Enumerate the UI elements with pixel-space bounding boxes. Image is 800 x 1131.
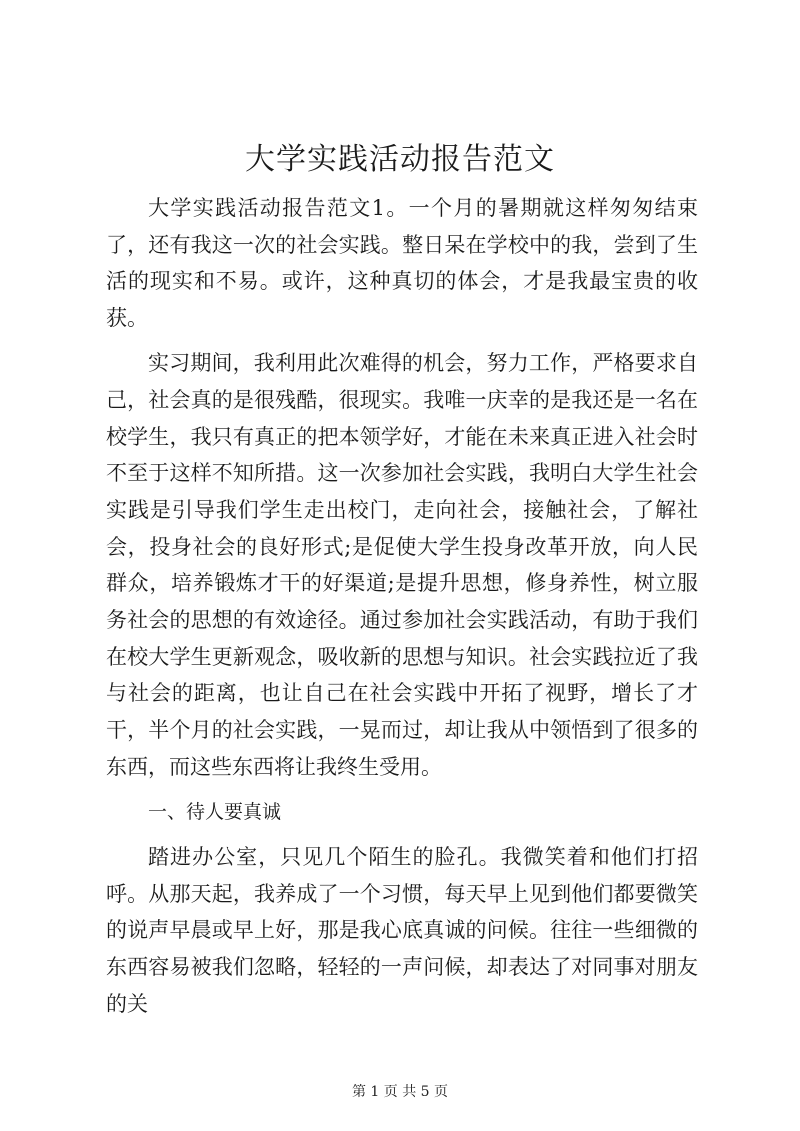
document-body (106, 190, 698, 1031)
document-title: 大学实践活动报告范文 (245, 142, 555, 177)
paragraph-intro: 大学实践活动报告范文1。一个月的暑期就这样匆匆结束了，还有我这一次的社会实践。整日呆在学校中的我，尝到了生活的现实和不易。或许，这种真切的体会，才是我最宝贵的收获。 (106, 196, 698, 331)
paragraph-internship: 实习期间，我利用此次难得的机会，努力工作，严格要求自己，社会真的是很残酷，很现实。我唯一庆幸的是我还是一名在校学生，我只有真正的把本领学好，才能在未来真正进入社会时不至于这样不知所措。这一次参加社会实践，我明白大学生社会实践是引导我们学生走出校门，走向社会，接触社会，了解社会，投身社会的良好形式;是促使大学生投身改革开放，向人民群众，培养锻炼才干的好渠道;是提升思想，修身养性，树立服务社会的思想的有效途径。通过参加社会实践活动，有助于我们在校大学生更新观念，吸收新的思想与知识。社会实践拉近了我与社会的距离，也让自己在社会实践中开拓了视野，增长了才干，半个月的社会实践，一晃而过，却让我从中领悟到了很多的东西，而这些东西将让我终生受用。 (106, 351, 698, 779)
page-footer: 第 1 页 共 5 页 (351, 1084, 449, 1100)
paragraph-office: 踏进办公室，只见几个陌生的脸孔。我微笑着和他们打招呼。从那天起，我养成了一个习惯，每天早上见到他们都要微笑的说声早晨或早上好，那是我心底真诚的问候。往往一些细微的东西容易被我们忽略，轻轻的一声问候，却表达了对同事对朋友的关 (106, 844, 698, 1016)
section-heading: 一、待人要真诚 (148, 800, 282, 823)
